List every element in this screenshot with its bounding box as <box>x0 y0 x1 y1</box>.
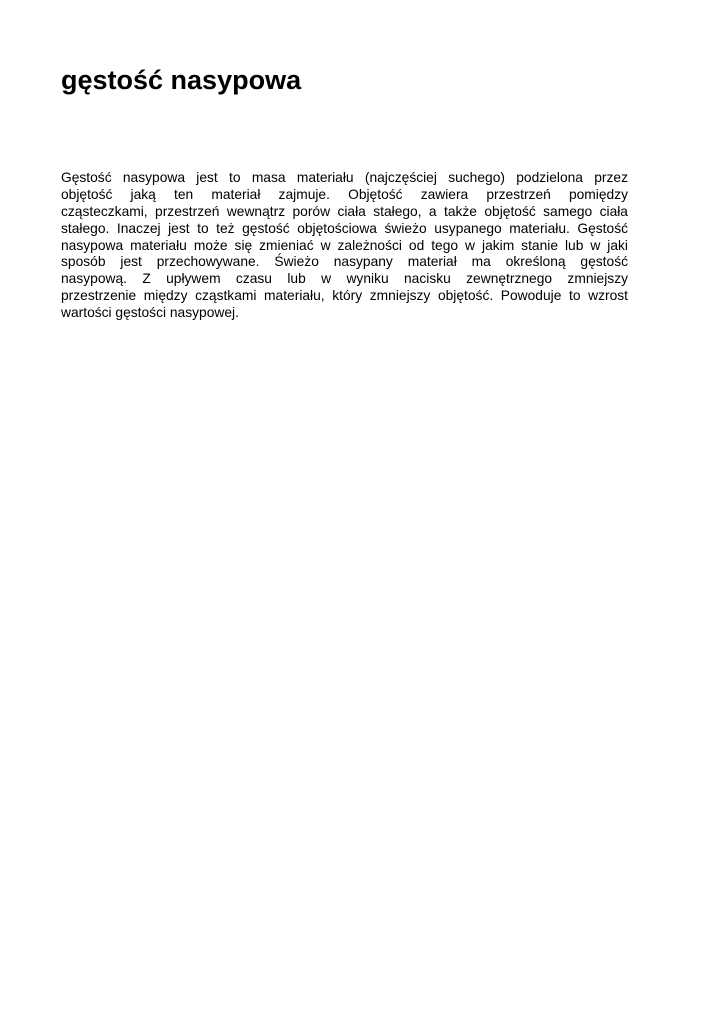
paragraph-line: sposób jest przechowywane. Świeżo nasypany materiał ma określoną gęstość <box>61 254 628 270</box>
paragraph-line: cząsteczkami, przestrzeń wewnątrz porów ciała stałego, a także objętość samego ciała <box>61 203 628 219</box>
paragraph-line: stałego. Inaczej jest to też gęstość objętościowa świeżo usypanego materiału. Gęstość <box>61 220 628 236</box>
paragraph-line: objętość jaką ten materiał zajmuje. Objętość zawiera przestrzeń pomiędzy <box>61 186 628 202</box>
paragraph-line: Gęstość nasypowa jest to masa materiału (najczęściej suchego) podzielona przez <box>61 170 628 185</box>
page-title: gęstość nasypowa <box>61 65 302 95</box>
paragraph-line: nasypowa materiału może się zmieniać w zależności od tego w jakim stanie lub w jaki <box>61 237 628 253</box>
body-paragraph <box>61 170 628 322</box>
paragraph-line: nasypową. Z upływem czasu lub w wyniku nacisku zewnętrznego zmniejszy <box>61 271 628 287</box>
paragraph-line: wartości gęstości nasypowej. <box>61 305 239 321</box>
paragraph-line: przestrzenie między cząstkami materiału, który zmniejszy objętość. Powoduje to wzrost <box>61 288 628 304</box>
